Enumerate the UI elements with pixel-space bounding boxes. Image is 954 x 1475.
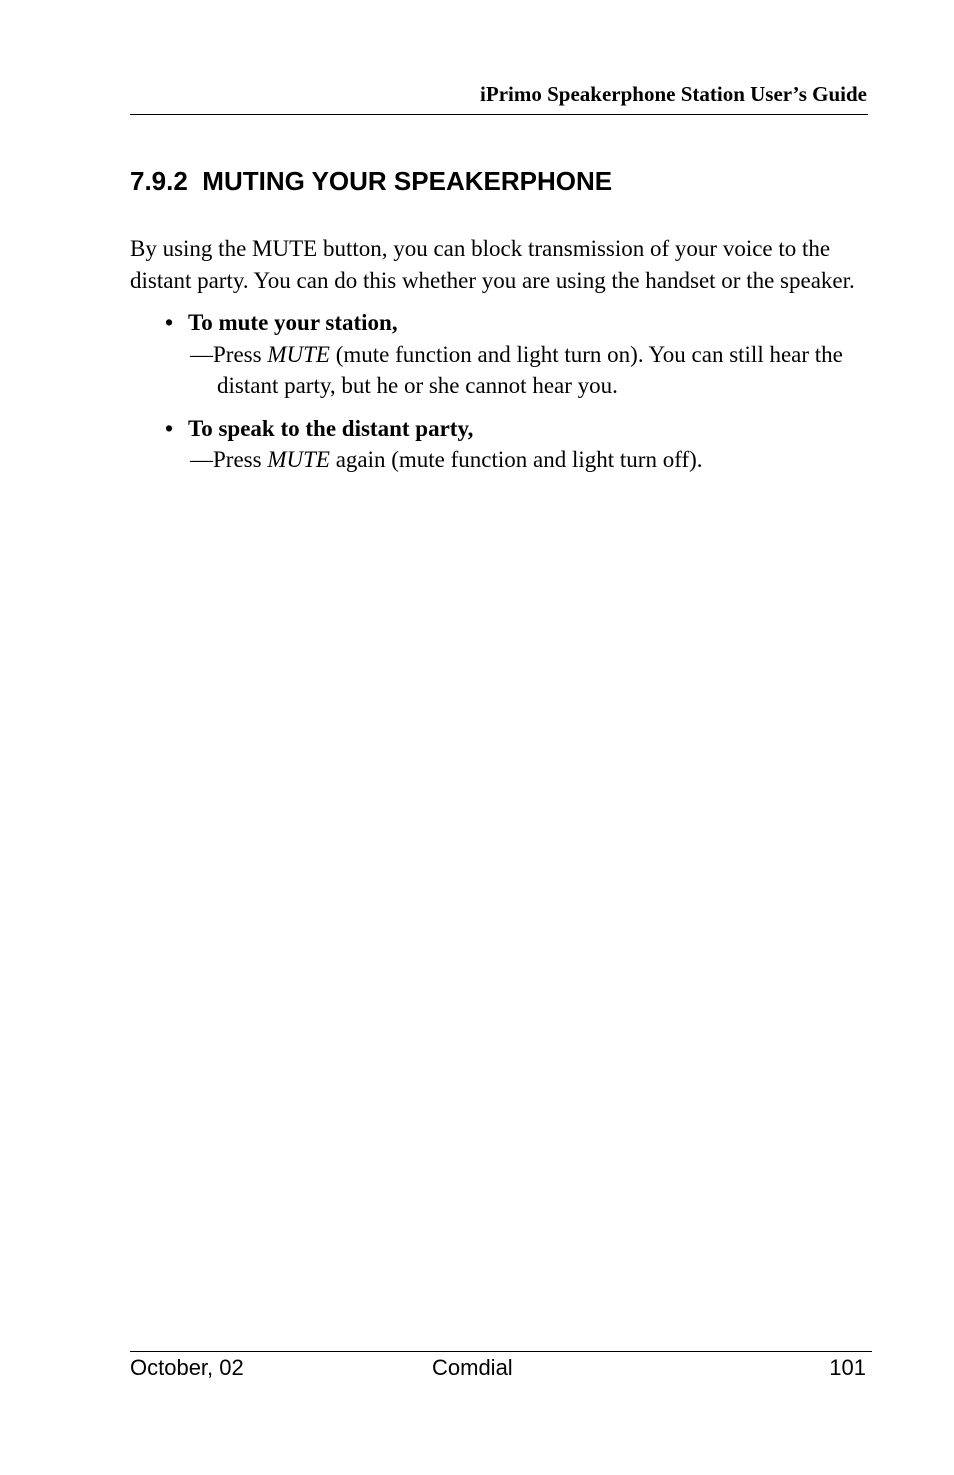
mute-key-reference: MUTE: [267, 341, 330, 367]
footer-rule: [130, 1351, 872, 1352]
header-rule: [130, 114, 868, 115]
section-heading: [130, 164, 612, 198]
bullet-speak-distant-party: [130, 413, 870, 445]
bullet-mute-station: [130, 307, 870, 339]
bullet-dot: •: [165, 415, 174, 441]
section-number: 7.9.2: [130, 166, 188, 196]
step-mute-off: [130, 444, 870, 476]
bullet-dot: •: [165, 310, 174, 335]
bullet-heading: To mute your station,: [188, 310, 398, 335]
bullet-heading: To speak to the distant party,: [188, 415, 474, 441]
footer-date: October, 02: [130, 1355, 244, 1380]
step-text: again (mute function and light turn off).: [329, 447, 703, 472]
step-mute-on: [130, 339, 870, 402]
step-prefix: —Press: [190, 447, 268, 472]
running-header: iPrimo Speakerphone Station User’s Guide: [480, 82, 867, 106]
footer-company: Comdial: [432, 1355, 513, 1380]
section-title: MUTING YOUR SPEAKERPHONE: [202, 166, 613, 196]
step-text: (mute function and light turn on). You can still hear the distant party, but he or she cannot hear you.: [217, 341, 843, 398]
page-number: 101: [829, 1355, 866, 1380]
section-body: [130, 233, 870, 476]
intro-paragraph: By using the MUTE button, you can block transmission of your voice to the distant party. You can do this whether you are using the handset or the speaker.: [130, 236, 855, 293]
mute-key-reference: MUTE: [267, 447, 330, 472]
step-prefix: —Press: [190, 341, 268, 367]
